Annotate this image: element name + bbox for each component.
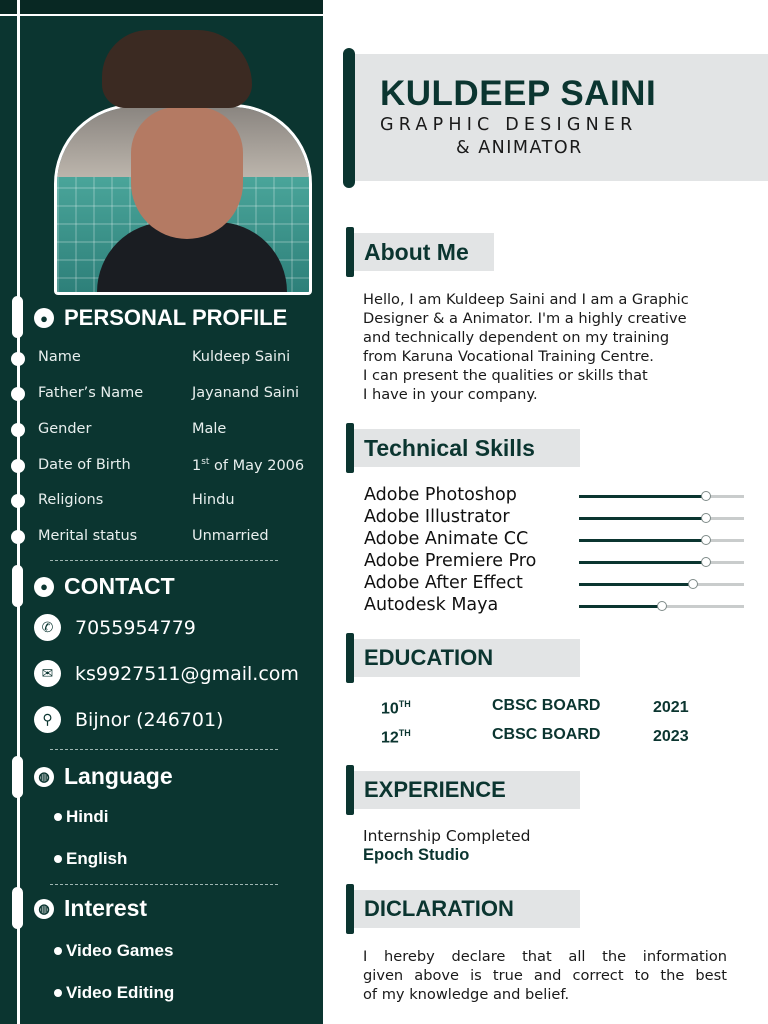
personal-profile-title: PERSONAL PROFILE (64, 305, 288, 330)
heading-accent-bar (346, 765, 354, 815)
skill-name: Adobe Animate CC (364, 529, 529, 549)
declaration-line: of my knowledge and belief. (363, 986, 570, 1003)
globe-icon: ◍ (34, 767, 54, 787)
about-line: I can present the qualities or skills that (363, 367, 648, 384)
location-pin-icon: ⚲ (34, 706, 61, 733)
globe-icon: ◍ (34, 899, 54, 919)
skill-level-bar (579, 495, 744, 498)
contact-email-text: ks9927511@gmail.com (75, 662, 299, 685)
contact-heading (34, 573, 175, 600)
interest-heading (34, 895, 147, 922)
skill-level-bar (579, 583, 744, 586)
about-line: Designer & a Animator. I'm a highly creative (363, 310, 687, 327)
declaration-title: DICLARATION (354, 890, 580, 928)
user-icon: ● (34, 308, 54, 328)
education-board: CBSC BOARD (492, 697, 601, 714)
profile-label: Name (38, 349, 81, 365)
sidebar (0, 0, 323, 1024)
education-level-num: 12 (381, 729, 399, 747)
bullet-dot (54, 855, 62, 863)
profile-value: Kuldeep Saini (192, 349, 291, 365)
skill-name: Adobe Premiere Pro (364, 551, 537, 571)
bullet-dot (54, 813, 62, 821)
heading-accent-bar (346, 884, 354, 934)
education-title: EDUCATION (354, 639, 580, 677)
contact-title: CONTACT (64, 573, 175, 599)
skill-level-bar (579, 517, 744, 520)
education-level-num: 10 (381, 700, 399, 718)
experience-title: EXPERIENCE (354, 771, 580, 809)
phone-icon: ✆ (34, 614, 61, 641)
declaration-line: I hereby declare that all the information (363, 948, 727, 965)
education-level (381, 699, 411, 718)
rail-marker-contact (12, 565, 23, 607)
heading-accent-bar (346, 423, 354, 473)
about-line: from Karuna Vocational Training Centre. (363, 348, 654, 365)
rail-marker-language (12, 756, 23, 798)
photo-person-face (131, 107, 243, 239)
skill-name: Autodesk Maya (364, 595, 499, 615)
skill-name: Adobe Photoshop (364, 485, 517, 505)
rail-dot (11, 352, 25, 366)
language-item (54, 807, 109, 827)
skill-name: Adobe After Effect (364, 573, 523, 593)
dob-day: 1 (192, 457, 202, 474)
skill-level-fill (579, 495, 706, 498)
experience-line: Internship Completed (363, 827, 531, 845)
declaration-heading (346, 884, 580, 934)
skill-name: Adobe Illustrator (364, 507, 510, 527)
rail-dot (11, 494, 25, 508)
experience-company: Epoch Studio (363, 846, 470, 864)
about-line: and technically dependent on my training (363, 329, 670, 346)
profile-value: Unmarried (192, 528, 269, 544)
skill-level-fill (579, 605, 662, 608)
interest-title: Interest (64, 895, 148, 921)
profile-label: Gender (38, 421, 92, 437)
education-heading (346, 633, 580, 683)
rail-dot (11, 530, 25, 544)
rail-marker-personal-profile (12, 296, 23, 338)
education-level-suffix: TH (398, 728, 411, 738)
photo-person-hair (102, 30, 252, 108)
user-icon: ● (34, 577, 54, 597)
candidate-role-line-2: & ANIMATOR (456, 138, 583, 158)
skill-level-fill (579, 517, 706, 520)
education-board: CBSC BOARD (492, 726, 601, 743)
interest-item (54, 941, 173, 961)
skill-level-bar (579, 561, 744, 564)
profile-photo (54, 104, 312, 295)
profile-label: Father’s Name (38, 385, 144, 401)
skill-level-knob (688, 579, 698, 589)
section-divider (50, 884, 278, 885)
heading-accent-bar (346, 633, 354, 683)
section-divider (50, 749, 278, 750)
profile-label: Date of Birth (38, 457, 131, 473)
timeline-rail (17, 0, 20, 1024)
about-line: I have in your company. (363, 386, 538, 403)
sidebar-top-divider (0, 14, 323, 16)
contact-location-text: Bijnor (246701) (75, 708, 224, 731)
education-year: 2023 (653, 728, 689, 745)
name-banner-accent-bar (343, 48, 355, 188)
language-heading (34, 763, 173, 790)
education-year: 2021 (653, 699, 689, 716)
rail-dot (11, 387, 25, 401)
profile-value (192, 457, 304, 474)
education-level (381, 728, 411, 747)
skill-level-knob (701, 557, 711, 567)
declaration-line: given above is true and correct to the best (363, 967, 727, 984)
about-text (363, 290, 727, 404)
interest-item-label: Video Games (66, 941, 174, 960)
skill-level-fill (579, 583, 693, 586)
bullet-dot (54, 989, 62, 997)
skill-level-bar (579, 605, 744, 608)
interest-item (54, 983, 174, 1003)
dob-rest: of May 2006 (209, 457, 305, 474)
profile-label: Religions (38, 492, 104, 508)
skill-level-bar (579, 539, 744, 542)
education-level-suffix: TH (398, 699, 411, 709)
skill-level-fill (579, 561, 706, 564)
about-line: Hello, I am Kuldeep Saini and I am a Graphic (363, 291, 689, 308)
heading-accent-bar (346, 227, 354, 277)
about-heading (346, 227, 494, 277)
experience-heading (346, 765, 580, 815)
interest-item-label: Video Editing (66, 983, 175, 1002)
profile-value: Male (192, 421, 227, 437)
mail-icon: ✉ (34, 660, 61, 687)
contact-phone-text: 7055954779 (75, 616, 196, 639)
profile-value: Jayanand Saini (192, 385, 300, 401)
dob-suffix: st (201, 457, 210, 467)
rail-dot (11, 423, 25, 437)
language-item-label: Hindi (66, 807, 109, 826)
skill-level-knob (701, 535, 711, 545)
skill-level-knob (701, 513, 711, 523)
about-title: About Me (354, 233, 494, 271)
rail-marker-interest (12, 887, 23, 929)
contact-location (34, 706, 223, 733)
skills-heading (346, 423, 580, 473)
profile-value: Hindu (192, 492, 235, 508)
profile-label: Merital status (38, 528, 138, 544)
bullet-dot (54, 947, 62, 955)
language-item-label: English (66, 849, 128, 868)
skills-title: Technical Skills (354, 429, 580, 467)
contact-email[interactable] (34, 660, 299, 687)
rail-dot (11, 459, 25, 473)
skill-level-knob (657, 601, 667, 611)
declaration-text (363, 947, 727, 1004)
language-item (54, 849, 127, 869)
section-divider (50, 560, 278, 561)
candidate-name: KULDEEP SAINI (380, 74, 657, 113)
personal-profile-heading (34, 305, 287, 331)
skill-level-knob (701, 491, 711, 501)
skill-level-fill (579, 539, 706, 542)
language-title: Language (64, 763, 173, 789)
candidate-role-line-1: GRAPHIC DESIGNER (380, 115, 638, 135)
contact-phone[interactable] (34, 614, 196, 641)
